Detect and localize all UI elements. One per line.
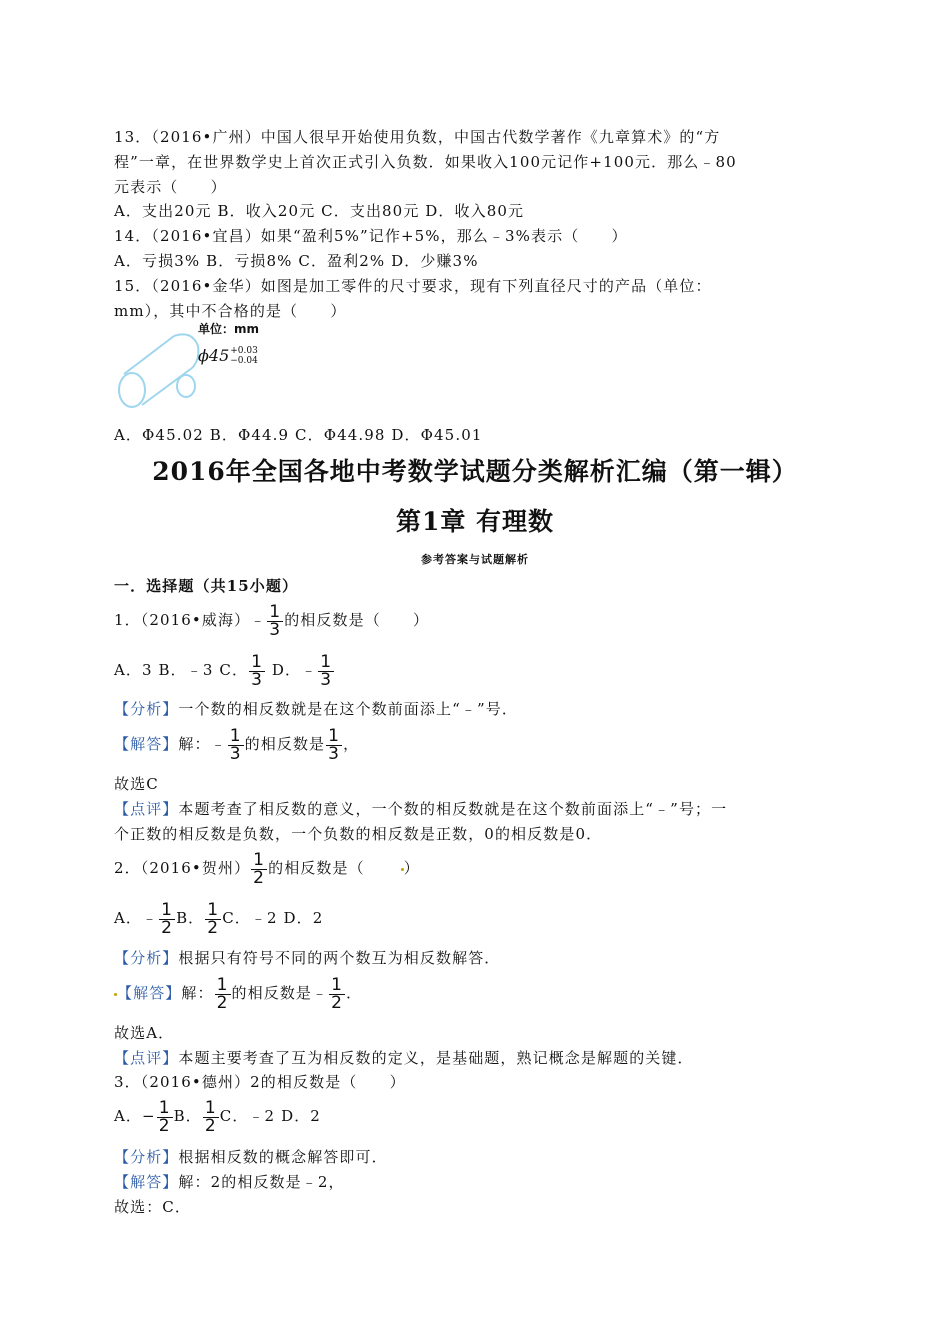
fraction: $\frac{1}{3}$ (328, 725, 341, 764)
q15-figure-lower: −0.04 (230, 356, 258, 366)
fraction: $\frac{1}{2}$ (161, 899, 174, 938)
fraction: $\frac{1}{3}$ (320, 651, 333, 690)
q14-line1: 14．（2016•宜昌）如果“盈利5%”记作+5%，那么﹣3%表示（ ） (114, 227, 628, 245)
q14-options: A．亏损3% B．亏损8% C．盈利2% D．少赚3% (114, 252, 479, 270)
q1-choice: 故选C (114, 775, 159, 793)
q1-options: A．3 B．﹣3 C． $\frac{1}{3}$ D．﹣ $\frac{1}{3}$ (114, 651, 333, 690)
answer-tag: 【解答】 (114, 1173, 179, 1191)
q13-line1: 13．（2016•广州）中国人很早开始使用负数，中国古代数学著作《九章算术》的“方 (114, 128, 721, 146)
q15-line1: 15．（2016•金华）如图是加工零件的尺寸要求，现有下列直径尺寸的产品（单位： (114, 277, 712, 295)
q2-stem: 2．（2016•贺州） $\frac{1}{2}$ 的相反数是（ ） (114, 849, 420, 888)
fraction: $\frac{1}{2}$ (216, 974, 229, 1013)
q13-line3: 元表示（ ） (114, 178, 227, 196)
q15-figure-unit: 单位：mm (198, 322, 260, 336)
comment-tag: 【点评】 (114, 1049, 179, 1067)
q2-analysis: 【分析】根据只有符号不同的两个数互为相反数解答． (114, 949, 501, 967)
fraction: $\frac{1}{2}$ (158, 1097, 171, 1136)
q2-choice: 故选A． (114, 1024, 175, 1042)
fraction: $\frac{1}{3}$ (251, 651, 263, 690)
q15-figure (112, 322, 272, 412)
fraction: $\frac{1}{2}$ (204, 1097, 217, 1136)
q1-analysis: 【分析】一个数的相反数就是在这个数前面添上“﹣”号． (114, 700, 518, 718)
q3-answer: 【解答】解：2的相反数是﹣2， (114, 1173, 345, 1191)
q3-stem: 3．（2016•德州）2的相反数是（ ） (114, 1073, 406, 1091)
q2-comment: 【点评】本题主要考查了互为相反数的定义，是基础题，熟记概念是解题的关键． (114, 1049, 694, 1067)
q1-stem: 1．（2016•威海）﹣ $\frac{1}{3}$ 的相反数是（ ） (114, 601, 430, 640)
q15-figure-upper: +0.03 (230, 346, 258, 356)
section-heading: 一．选择题（共15小题） (114, 577, 299, 595)
q15-options: A．Φ45.02 B．Φ44.9 C．Φ44.98 D．Φ45.01 (114, 426, 483, 444)
q13-options: A．支出20元 B．收入20元 C．支出80元 D．收入80元 (114, 202, 525, 220)
fraction: $\frac{1}{2}$ (207, 899, 220, 938)
q3-analysis: 【分析】根据相反数的概念解答即可． (114, 1148, 388, 1166)
q3-choice: 故选：C． (114, 1198, 191, 1216)
analysis-tag: 【分析】 (114, 949, 179, 967)
q1-comment-line2: 个正数的相反数是负数，一个负数的相反数是正数，0的相反数是0． (114, 825, 603, 843)
q13-line2: 程”一章，在世界数学史上首次正式引入负数．如果收入100元记作+100元．那么﹣80 (114, 153, 737, 171)
q15-figure-dimension (198, 346, 258, 366)
q15-figure-main: ϕ45 (198, 346, 230, 365)
analysis-tag: 【分析】 (114, 1148, 179, 1166)
fraction: $\frac{1}{3}$ (269, 601, 282, 640)
fraction: $\frac{1}{2}$ (331, 974, 344, 1013)
q2-options: A．﹣ $\frac{1}{2}$ B． $\frac{1}{2}$ C．﹣2 D．2 (114, 899, 324, 938)
answer-tag: 【解答】 (114, 735, 179, 753)
q1-comment-line1: 【点评】本题考查了相反数的意义，一个数的相反数就是在这个数前面添上“﹣”号；一 (114, 800, 728, 818)
comment-tag: 【点评】 (114, 800, 179, 818)
chapter-title: 第1章 有理数 (395, 507, 555, 536)
fraction: $\frac{1}{3}$ (229, 725, 242, 764)
q15-line2: mm），其中不合格的是（ ） (114, 302, 347, 320)
q1-answer: 【解答】解：﹣ $\frac{1}{3}$ 的相反数是 $\frac{1}{3}$ ， (114, 725, 360, 764)
fraction: $\frac{1}{2}$ (253, 849, 266, 888)
answer-tag: 【解答】 (117, 984, 182, 1002)
q3-options: A．− $\frac{1}{2}$ B． $\frac{1}{2}$ C．﹣2 D．2 (114, 1097, 321, 1136)
q2-answer: 【解答】解： $\frac{1}{2}$ 的相反数是﹣ $\frac{1}{2}$ ． (114, 975, 362, 1012)
main-title: 2016年全国各地中考数学试题分类解析汇编（第一辑） (152, 457, 798, 486)
sub-title: 参考答案与试题解析 (421, 553, 529, 566)
analysis-tag: 【分析】 (114, 700, 179, 718)
